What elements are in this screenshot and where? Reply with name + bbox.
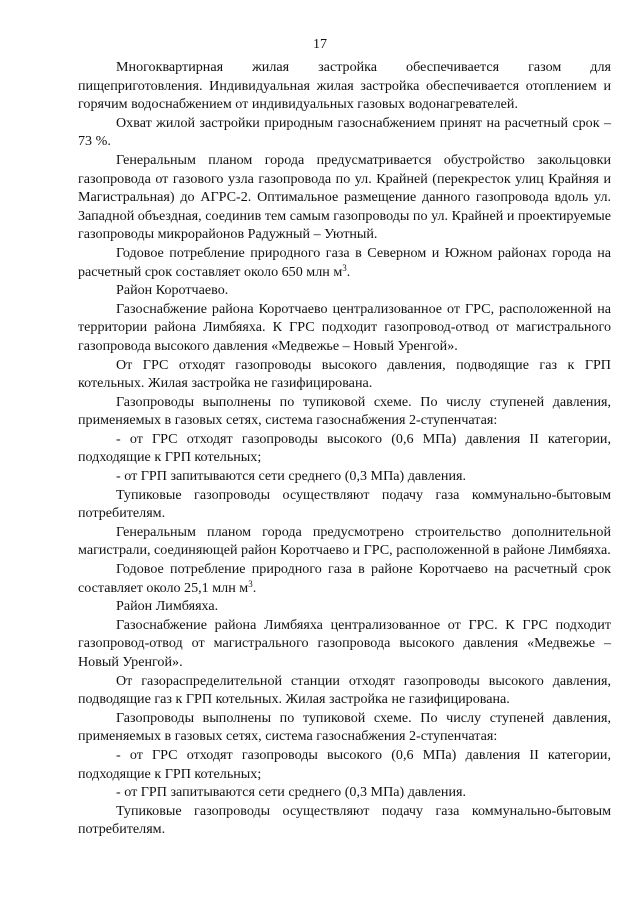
heading-limbyayakha: Район Лимбяяха. — [116, 598, 219, 615]
paragraph-limbyayakha-station: От газораспределительной станции отходят газопроводы высокого давления, подводящие газ к ГРП котельных. Жилая застройка не газифицирована. — [78, 672, 611, 708]
period: . — [252, 579, 257, 596]
unit-superscript: 3 — [342, 262, 347, 273]
paragraph-korotchaevo-new-main: Генеральным планом города предусмотрено строительство дополнительной магистрали, соединяющей район Коротчаево и ГРС, расположенной в районе Лимбяяха. — [78, 523, 611, 559]
paragraph-limbyayakha-dead-end: Тупиковые газопроводы осуществляют подачу газа коммунально-бытовым потребителям. — [78, 802, 611, 838]
paragraph-korotchaevo-supply: Газоснабжение района Коротчаево централизованное от ГРС, расположенной на территории района Лимбяяха. К ГРС подходит газопровод-отвод от магистрального газопровода высокого давления «Медвежье – Новый Уренгой». — [78, 300, 611, 354]
heading-korotchaevo: Район Коротчаево. — [116, 282, 229, 299]
paragraph-korotchaevo-dead-end: Тупиковые газопроводы осуществляют подачу газа коммунально-бытовым потребителям. — [78, 486, 611, 522]
list-item-korotchaevo-high-pressure: - от ГРС отходят газопроводы высокого (0,6 МПа) давления II категории, подходящие к ГРП котельных; — [78, 430, 611, 466]
period: . — [346, 263, 351, 280]
paragraph-general-plan-loop: Генеральным планом города предусматривается обустройство закольцовки газопровода от газового узла газопровода по ул. Крайней (перекресток улиц Крайняя и Магистральная) до АГРС-2. Оптимальное размещение данного газопровода вдоль ул. Западной объездная, соединив тем самым газопроводы по ул. Крайней и проектируемые газопроводы микрорайонов Радужный – Уютный. — [78, 151, 611, 243]
paragraph-korotchaevo-scheme: Газопроводы выполнены по тупиковой схеме. По числу ступеней давления, применяемых в газовых сетях, система газоснабжения 2-ступенчатая: — [78, 393, 611, 429]
paragraph-gas-supply-housing: Многоквартирная жилая застройка обеспечивается газом для пищеприготовления. Индивидуальная жилая застройка обеспечивается отоплением и горячим водоснабжением от индивидуальных газовых водонагревателей. — [78, 59, 611, 113]
unit-superscript: 3 — [248, 578, 253, 589]
list-item-limbyayakha-high-pressure: - от ГРС отходят газопроводы высокого (0,6 МПа) давления II категории, подходящие к ГРП котельных; — [78, 746, 611, 782]
paragraph-annual-consumption-city — [78, 244, 611, 281]
paragraph-annual-consumption-korotchaevo — [78, 560, 611, 597]
list-item-korotchaevo-medium-pressure: - от ГРП запитываются сети среднего (0,3 МПа) давления. — [116, 468, 466, 485]
paragraph-korotchaevo-pipelines: От ГРС отходят газопроводы высокого давления, подводящие газ к ГРП котельных. Жилая застройка не газифицирована. — [78, 356, 611, 392]
annual-consumption-city-text: Годовое потребление природного газа в Северном и Южном районах города на расчетный срок составляет около 650 млн м — [78, 244, 611, 280]
paragraph-coverage: Охват жилой застройки природным газоснабжением принят на расчетный срок – 73 %. — [78, 114, 611, 150]
document-body — [78, 58, 611, 839]
page-number: 17 — [313, 37, 327, 52]
paragraph-limbyayakha-scheme: Газопроводы выполнены по тупиковой схеме. По числу ступеней давления, применяемых в газовых сетях, система газоснабжения 2-ступенчатая: — [78, 709, 611, 745]
list-item-limbyayakha-medium-pressure: - от ГРП запитываются сети среднего (0,3 МПа) давления. — [116, 784, 466, 801]
paragraph-limbyayakha-supply: Газоснабжение района Лимбяяха централизованное от ГРС. К ГРС подходит газопровод-отвод от магистрального газопровода высокого давления «Медвежье – Новый Уренгой». — [78, 616, 611, 670]
annual-consumption-korotchaevo-text: Годовое потребление природного газа в районе Коротчаево на расчетный срок составляет около 25,1 млн м — [78, 561, 611, 596]
